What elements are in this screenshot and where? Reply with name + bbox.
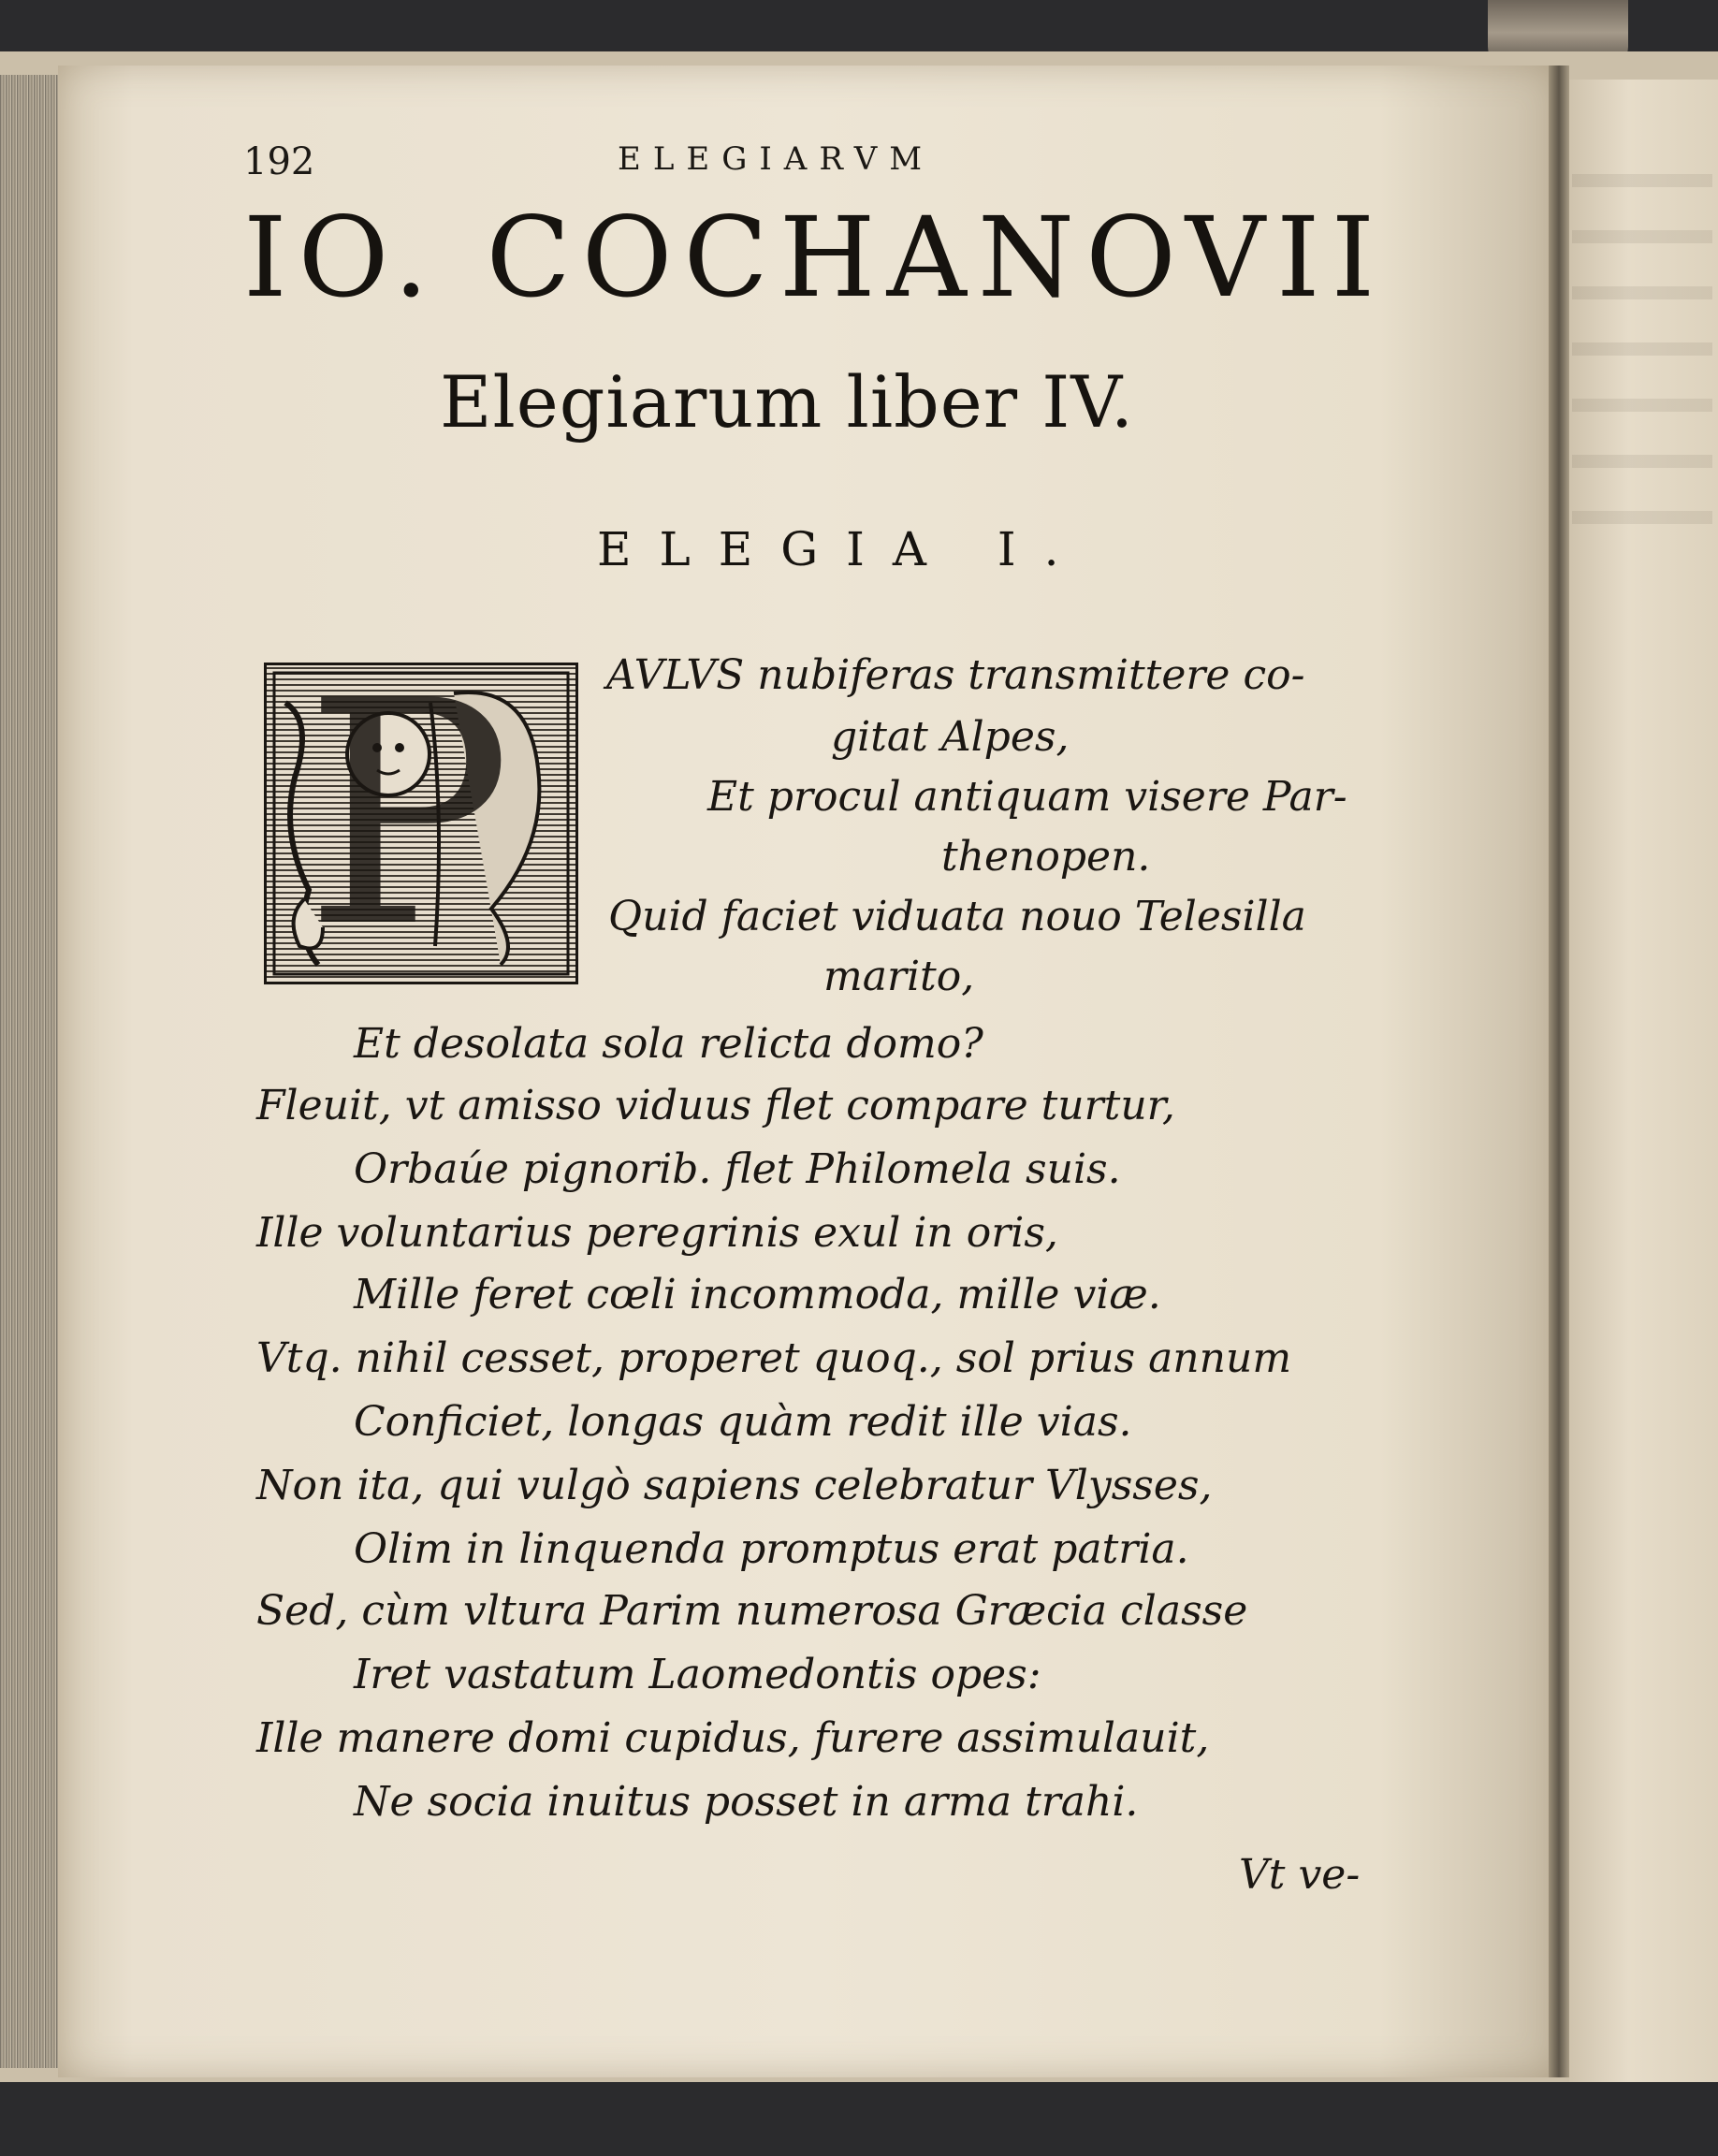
verse-line: Et procul antiquam visere Par- <box>707 773 1347 821</box>
verse-line: Olim in linquenda promptus erat patria. <box>354 1525 1189 1573</box>
verse-line: Fleuit, vt amisso viduus flet compare turtur, <box>256 1082 1175 1129</box>
verse-line: Et desolata sola relicta domo? <box>354 1020 983 1068</box>
catchword: Vt ve- <box>1239 1851 1361 1899</box>
page-header <box>243 140 1413 187</box>
verse-line: Non ita, qui vulgò sapiens celebratur Vlysses, <box>256 1462 1213 1509</box>
decorated-initial <box>264 635 578 995</box>
verse-line: Ne socia inuitus posset in arma trahi. <box>354 1778 1139 1826</box>
verse-line: marito, <box>823 953 975 1000</box>
verse-line: Orbaúe pignorib. flet Philomela suis. <box>354 1145 1121 1193</box>
verse-line: Ille voluntarius peregrinis exul in oris, <box>256 1209 1058 1257</box>
verse-line: Ille manere domi cupidus, furere assimulauit, <box>256 1714 1210 1762</box>
page-stack-edge <box>0 75 66 2068</box>
initial-letter: P <box>304 635 513 995</box>
verse-line: Vtq. nihil cesset, properet quoq., sol prius annum <box>256 1334 1292 1382</box>
verse-line: gitat Alpes, <box>831 713 1070 761</box>
verse-line: Conficiet, longas quàm redit ille vias. <box>354 1398 1132 1446</box>
verse-line: Iret vastatum Laomedontis opes: <box>354 1651 1041 1698</box>
background-bottom <box>0 2082 1718 2156</box>
running-head: ELEGIARVM <box>618 140 935 178</box>
elegy-heading: ELEGIA I. <box>597 522 1087 576</box>
verse-line: Quid faciet viduata nouo Telesilla <box>608 893 1306 940</box>
verse-line: thenopen. <box>941 833 1151 881</box>
verse-line: AVLVS nubiferas transmittere co- <box>606 651 1305 699</box>
page-gutter <box>1549 66 1569 2077</box>
page-number: 192 <box>243 140 315 183</box>
book-subtitle: Elegiarum liber IV. <box>440 360 1135 444</box>
verse-line: Sed, cùm vltura Parim numerosa Græcia classe <box>256 1587 1248 1635</box>
verse-line: Mille feret cœli incommoda, mille viæ. <box>354 1271 1161 1318</box>
page-title: IO. COCHANOVII <box>243 193 1387 322</box>
facing-page-bleedthrough <box>1572 131 1712 524</box>
